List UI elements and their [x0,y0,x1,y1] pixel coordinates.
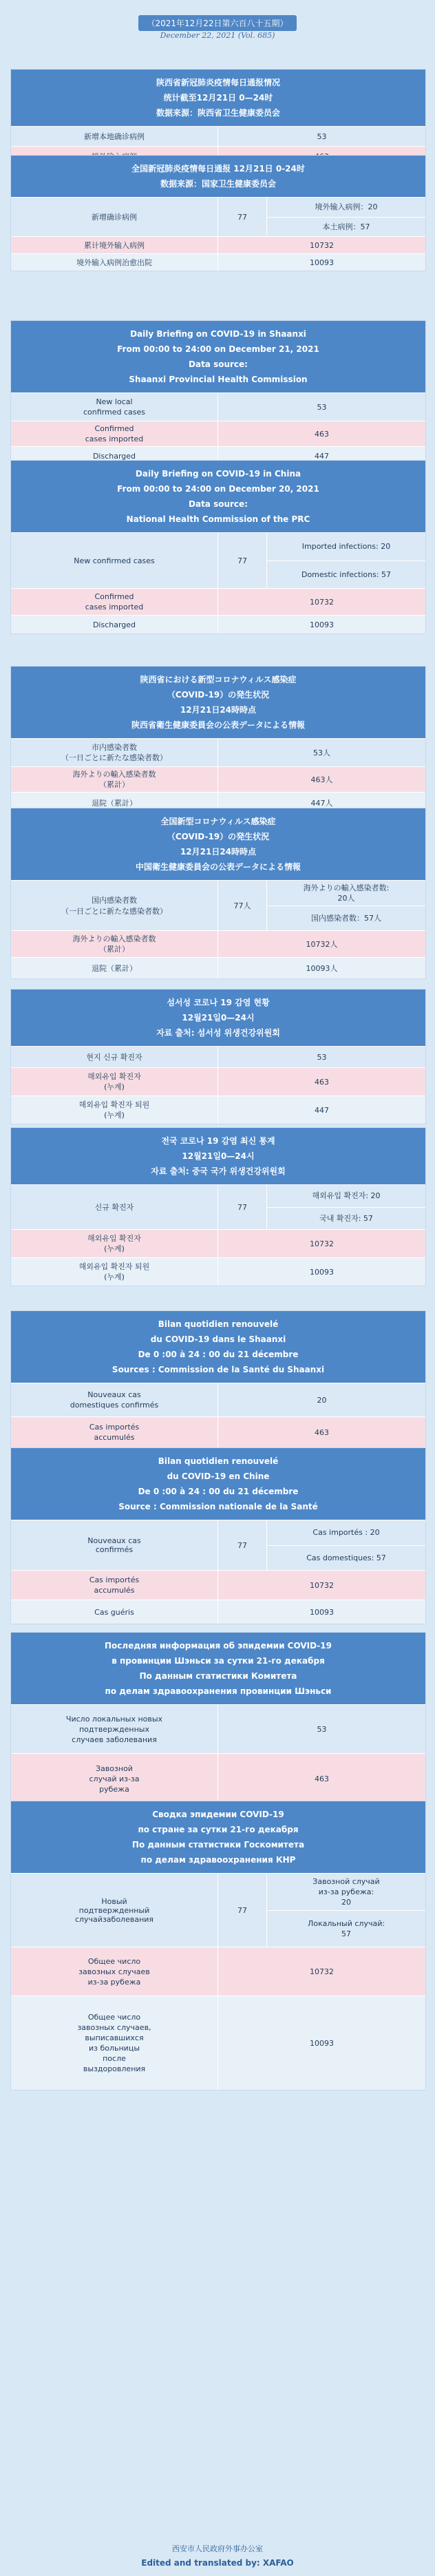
row-value: 447 [218,447,425,465]
data-row [11,766,425,792]
row-label: 新增本地确诊病例 [11,127,218,146]
section-title [11,989,425,1046]
row-value: 10732人 [218,931,425,957]
domestic-cases-value: Локальный случай: 57 [267,1910,425,1947]
new-cases-breakdown [267,881,425,930]
imported-cases-value: Imported infections: 20 [301,542,391,552]
row-label: 신규 확진자 [11,1185,218,1229]
row-value: 10093 [218,1258,425,1286]
data-row [11,1996,425,2090]
row-value: 10732 [218,589,425,615]
imported-cases-value: 海外よりの輸入感染者数: 20人 [303,883,390,903]
section-title [11,1311,425,1383]
new-cases-total: 77 [218,533,267,588]
report-section [10,1801,426,2091]
report-section [10,1127,426,1286]
row-label: Nouveaux cas confirmés [11,1520,218,1570]
footer [0,2543,435,2568]
row-label: Общее число завозных случаев, выписавшихся из больницы после выздоровления [11,1996,218,2090]
section-title-line: 섬서성 코로나 19 감염 현황 [167,998,270,1007]
section-title-line: 陕西省における新型コロナウィルス感染症 [140,675,297,684]
row-value: 463 [218,421,425,446]
data-row [11,588,425,615]
section-title-line: 자료 출처: 섬서성 위생건강위원회 [156,1028,280,1038]
row-label: 海外よりの輸入感染者数 （累計） [11,931,218,957]
data-row [11,1570,425,1600]
section-title-line: По данным статистики Комитета [139,1671,297,1681]
section-title-line: Sources : Commission de la Santé du Shaanxi [112,1365,325,1374]
new-cases-breakdown [267,198,425,236]
section-title-line: 陕西省新冠肺炎疫情每日通报情况 [156,78,280,87]
new-cases-total: 77 [218,1874,267,1947]
data-row [11,738,425,766]
section-title-line: Bilan quotidien renouvelé [158,1456,279,1466]
section-title-line: 12月21日24時時点 [180,847,257,857]
row-label: 境外输入病例治愈出院 [11,254,218,271]
data-row [11,1947,425,1996]
section-title-line: Bilan quotidien renouvelé [158,1319,279,1329]
section-title-line: в провинции Шэньси за сутки 21-го декабря [112,1656,325,1666]
section-title [11,321,425,392]
section-title-line: 陕西省衛生健康委員会の公表データによる情報 [131,720,305,730]
section-title-line: Последняя информация об эпидемии COVID-19 [105,1641,332,1651]
row-label: Число локальных новых подтвержденных случаев заболевания [11,1705,218,1753]
domestic-cases-value: Domestic infections: 57 [267,561,425,589]
section-title-line: по стране за сутки 21-го декабря [138,1825,299,1834]
section-title-line: Daily Briefing on COVID-19 in China [135,469,301,479]
report-section [10,1310,426,1469]
section-title-line: 자료 출처: 중국 국가 위생건강위원회 [151,1166,286,1176]
row-value: 10732 [218,1230,425,1257]
section-title-line: 12월21일0—24시 [182,1013,255,1023]
section-title-line: （COVID-19）の発生状況 [167,832,270,841]
section-title [11,1633,425,1704]
new-cases-split-row [11,1184,425,1229]
row-value: 20 [218,1383,425,1416]
report-section [10,1447,426,1624]
data-row [11,1257,425,1286]
section-title-line: Data source: [189,499,248,509]
new-cases-breakdown [267,1520,425,1570]
row-label: 累计境外输入病例 [11,237,218,253]
data-row [11,253,425,271]
row-label: 新增确诊病例 [11,198,218,236]
row-label: Новый подтвержденный случайзаболевания [11,1874,218,1947]
section-title-line: по делам здравоохранения провинции Шэньси [105,1686,332,1696]
section-title-line: 전국 코로나 19 감염 최신 통계 [161,1136,275,1146]
data-row [11,1600,425,1624]
report-section [10,989,426,1124]
data-row [11,615,425,633]
row-label: Nouveaux cas domestiques confirmés [11,1383,218,1416]
row-value: 10093人 [218,958,425,978]
section-title [11,461,425,532]
imported-cases-value: Завозной случай из-за рубежа: 20 [312,1876,380,1907]
section-title-line: 中国衛生健康委員会の公表データによる情報 [135,862,301,872]
data-row [11,1704,425,1753]
new-cases-breakdown [267,533,425,588]
section-title-line: По данным статистики Госкомитета [131,1840,305,1850]
data-row [11,392,425,421]
row-label: Discharged [11,447,218,465]
issue-header [0,15,435,31]
imported-cases-value: 해외유입 확진자: 20 [312,1191,381,1201]
row-label: 退院（累計） [11,958,218,978]
section-title [11,1448,425,1520]
row-value: 53人 [218,739,425,766]
data-row [11,1067,425,1096]
row-value: 10732 [218,1947,425,1996]
section-title-line: Daily Briefing on COVID-19 in Shaanxi [130,329,306,339]
domestic-cases-value: 本土病例：57 [267,217,425,237]
row-label: 市内感染者数 （一日ごとに新たな感染者数） [11,739,218,766]
row-label: Общее число завозных случаев из-за рубежа [11,1947,218,1996]
data-row [11,421,425,446]
row-value: 53 [218,127,425,146]
report-section [10,666,426,814]
data-row [11,1753,425,1803]
issue-label: （2021年12月22日第六百八十五期） [138,15,296,31]
imported-cases-value: 境外输入病例：20 [315,202,378,212]
new-cases-split-row [11,880,425,930]
new-cases-split-row [11,532,425,588]
row-value: 10093 [218,1996,425,2090]
data-row [11,930,425,957]
new-cases-split-row [11,1873,425,1947]
domestic-cases-value: 国内感染者数：57人 [267,905,425,931]
section-title [11,156,425,197]
issue-date: December 22, 2021 (Vol. 685) [160,31,275,40]
section-title-line: De 0 :00 à 24 : 00 du 21 décembre [138,1350,299,1359]
row-label: Confirmed cases imported [11,589,218,615]
report-section [10,320,426,465]
section-title-line: （COVID-19）の発生状況 [167,690,270,700]
row-label: 해외유입 확진자 퇴원 (누계) [11,1096,218,1124]
row-value: 463 [218,1754,425,1803]
section-title-line: Source : Commission nationale de la Santé [118,1502,318,1511]
row-label: Cas importés accumulés [11,1417,218,1447]
footer-office: 西安市人民政府外事办公室 [172,2544,263,2553]
row-label: Cas guéris [11,1600,218,1624]
section-title-line: 全国新型コロナウィルス感染症 [160,817,276,826]
section-title [11,667,425,738]
footer-credit: Edited and translated by: XAFAO [141,2558,294,2568]
domestic-cases-value: 국내 확진자: 57 [267,1207,425,1230]
row-value: 463人 [218,767,425,792]
data-row [11,1229,425,1257]
row-label: Cas importés accumulés [11,1571,218,1600]
section-title [11,808,425,880]
row-label: New confirmed cases [11,533,218,588]
new-cases-total: 77 [218,1520,267,1570]
row-label: New local confirmed cases [11,393,218,421]
row-label: 현지 신규 확진자 [11,1047,218,1067]
row-label: 退院（累計） [11,793,218,813]
data-row [11,1383,425,1416]
report-section [10,808,426,979]
row-value: 53 [218,1705,425,1753]
new-cases-total: 77人 [218,881,267,930]
section-title-line: De 0 :00 à 24 : 00 du 21 décembre [138,1487,299,1496]
section-title-line: From 00:00 to 24:00 on December 21, 2021 [117,344,319,354]
report-section [10,155,426,271]
data-row [11,1046,425,1067]
new-cases-total: 77 [218,198,267,236]
data-row [11,957,425,978]
new-cases-breakdown [267,1874,425,1947]
row-value: 53 [218,1047,425,1067]
row-value: 53 [218,393,425,421]
row-value: 463 [218,1068,425,1096]
new-cases-split-row [11,197,425,236]
section-title-line: 数据来源：国家卫生健康委员会 [160,179,276,189]
section-title-line: по делам здравоохранения КНР [140,1855,296,1865]
row-label: 海外よりの輸入感染者数 （累計） [11,767,218,792]
row-value: 10093 [218,254,425,271]
new-cases-split-row [11,1520,425,1570]
data-row [11,236,425,253]
domestic-cases-value: Cas domestiques: 57 [267,1545,425,1571]
row-value: 10732 [218,1571,425,1600]
new-cases-total: 77 [218,1185,267,1229]
data-row [11,1096,425,1124]
section-title-line: National Health Commission of the PRC [126,514,310,524]
section-title-line: From 00:00 to 24:00 on December 20, 2021 [117,484,319,494]
row-value: 447 [218,1096,425,1124]
section-title-line: 12월21일0—24시 [182,1151,255,1161]
imported-cases-value: Cas importés : 20 [312,1528,380,1538]
section-title-line: 数据来源：陕西省卫生健康委员会 [156,108,280,118]
row-label: Confirmed cases imported [11,421,218,446]
row-value: 463 [218,1417,425,1447]
row-value: 10093 [218,616,425,633]
row-label: Discharged [11,616,218,633]
row-label: 해외유입 확진자 (누계) [11,1230,218,1257]
report-section [10,460,426,634]
section-title-line: du COVID-19 dans le Shaanxi [150,1334,286,1344]
row-label: 해외유입 확진자 퇴원 (누계) [11,1258,218,1286]
data-row [11,1416,425,1447]
row-value: 10093 [218,1600,425,1624]
section-title [11,70,425,126]
section-title-line: 统计截至12月21日 0—24时 [163,93,273,103]
section-title-line: 全国新冠肺炎疫情每日通报 12月21日 0-24时 [131,164,305,174]
row-label: 해외유입 확진자 (누계) [11,1068,218,1096]
data-row [11,126,425,146]
section-title-line: du COVID-19 en Chine [167,1472,270,1481]
row-label: 国内感染者数 （一日ごとに新たな感染者数） [11,881,218,930]
section-title-line: Shaanxi Provincial Health Commission [129,375,308,384]
row-value: 447人 [218,793,425,813]
row-label: Завозной случай из-за рубежа [11,1754,218,1803]
row-value: 10732 [218,237,425,253]
section-title-line: Data source: [189,359,248,369]
section-title [11,1128,425,1184]
new-cases-breakdown [267,1185,425,1229]
section-title-line: Сводка эпидемии COVID-19 [152,1810,284,1819]
section-title-line: 12月21日24時時点 [180,705,257,715]
section-title [11,1801,425,1873]
